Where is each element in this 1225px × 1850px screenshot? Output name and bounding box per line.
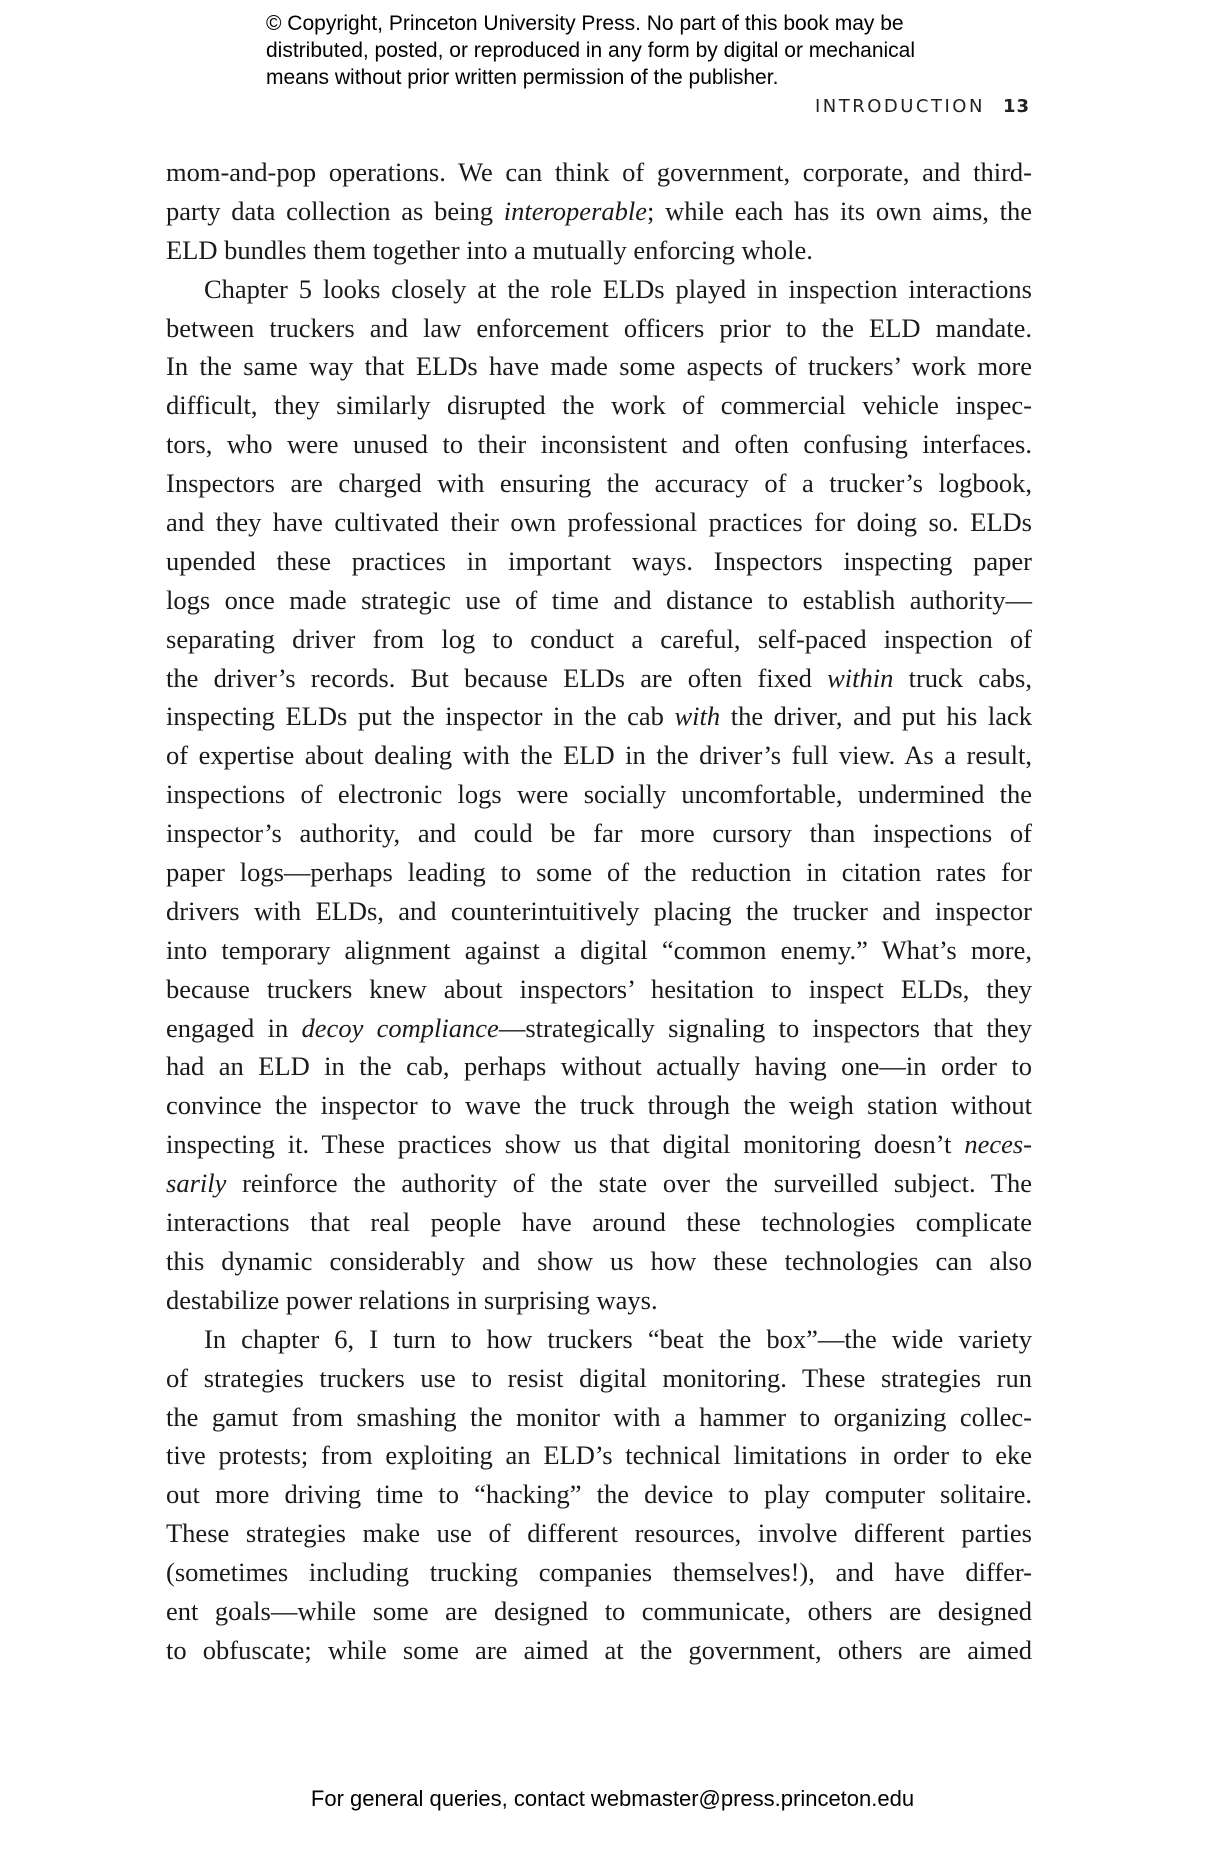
text-line: because truckers knew about inspectors’ hesitation to inspect ELDs, they [166,973,1032,1004]
chapter-title: INTRODUCTION [814,96,985,117]
page-number: 13 [1002,96,1030,117]
text-line: of strategies truckers use to resist digital monitoring. These strategies run [166,1362,1032,1393]
emphasis: neces- [964,1129,1032,1160]
text-line: of expertise about dealing with the ELD in the driver’s full view. As a result, [166,740,1032,771]
text-line: inspecting it. These practices show us that digital monitoring doesn’t neces- [166,1129,1032,1160]
text-line: tors, who were unused to their inconsistent and often confusing interfaces. [166,429,1032,460]
text-line: convince the inspector to wave the truck through the weigh station without [166,1090,1032,1121]
footer-contact: For general queries, contact webmaster@press.princeton.edu [310,1786,915,1811]
text-line: tive protests; from exploiting an ELD’s technical limitations in order to eke [166,1440,1032,1471]
emphasis: with [674,701,721,732]
text-line: and they have cultivated their own professional practices for doing so. ELDs [166,507,1032,538]
copyright-notice [266,10,1026,91]
emphasis: decoy compliance [301,1012,499,1043]
emphasis: interoperable [503,195,647,226]
copyright-line: © Copyright, Princeton University Press. No part of this book may be [266,12,904,35]
body-text [166,153,1032,1670]
text-line: inspections of electronic logs were socially uncomfortable, undermined the [166,779,1032,810]
copyright-line: means without prior written permission of the publisher. [266,66,779,89]
text-line: drivers with ELDs, and counterintuitively placing the trucker and inspector [166,895,1032,926]
text-line: inspecting ELDs put the inspector in the cab with the driver, and put his lack [166,701,1032,732]
text-line: interactions that real people have around these technologies complicate [166,1207,1032,1238]
text-line: had an ELD in the cab, perhaps without actually having one—in order to [166,1051,1032,1082]
text-line: engaged in decoy compliance—strategically signaling to inspectors that they [166,1012,1032,1043]
text-line: this dynamic considerably and show us how these technologies can also [166,1245,1032,1276]
text-line: paper logs—perhaps leading to some of the reduction in citation rates for [166,857,1032,888]
text-line: Chapter 5 looks closely at the role ELDs played in inspection interactions [204,273,1032,304]
text-line: logs once made strategic use of time and distance to establish authority— [166,584,1032,615]
text-line: sarily reinforce the authority of the state over the surveilled subject. The [166,1168,1032,1199]
text-line: In the same way that ELDs have made some aspects of truckers’ work more [166,351,1032,382]
text-line: destabilize power relations in surprising ways. [166,1284,658,1315]
emphasis: within [827,662,894,693]
text-line: difficult, they similarly disrupted the work of commercial vehicle inspec- [166,390,1032,421]
text-line: the driver’s records. But because ELDs are often fixed within truck cabs, [166,662,1032,693]
paragraph-3 [166,1320,1032,1670]
text-line: separating driver from log to conduct a careful, self-paced inspection of [166,623,1032,654]
text-line: inspector’s authority, and could be far more cursory than inspections of [166,818,1032,849]
text-line: Inspectors are charged with ensuring the accuracy of a trucker’s logbook, [166,468,1032,499]
text-line: into temporary alignment against a digital “common enemy.” What’s more, [166,934,1032,965]
running-head [815,96,1030,117]
text-line: party data collection as being interoperable; while each has its own aims, the [166,195,1032,226]
text-line: the gamut from smashing the monitor with a hammer to organizing collec- [166,1401,1032,1432]
paragraph-2 [166,270,1032,1320]
text-line: between truckers and law enforcement officers prior to the ELD mandate. [166,312,1032,343]
text-line: ent goals—while some are designed to communicate, others are designed [166,1595,1032,1626]
text-line: In chapter 6, I turn to how truckers “beat the box”—the wide variety [204,1323,1032,1354]
emphasis: sarily [166,1168,227,1199]
text-line: out more driving time to “hacking” the device to play computer solitaire. [166,1479,1032,1510]
paragraph-1 [166,153,1032,270]
copyright-line: distributed, posted, or reproduced in any form by digital or mechanical [266,39,916,62]
text-line: mom-and-pop operations. We can think of government, corporate, and third- [166,157,1032,187]
text-line: ELD bundles them together into a mutually enforcing whole. [166,234,813,265]
text-line: upended these practices in important ways. Inspectors inspecting paper [166,545,1032,576]
text-line: These strategies make use of different resources, involve different parties [166,1518,1032,1549]
text-line: to obfuscate; while some are aimed at the government, others are aimed [166,1634,1032,1665]
text-line: (sometimes including trucking companies themselves!), and have differ- [166,1557,1032,1588]
